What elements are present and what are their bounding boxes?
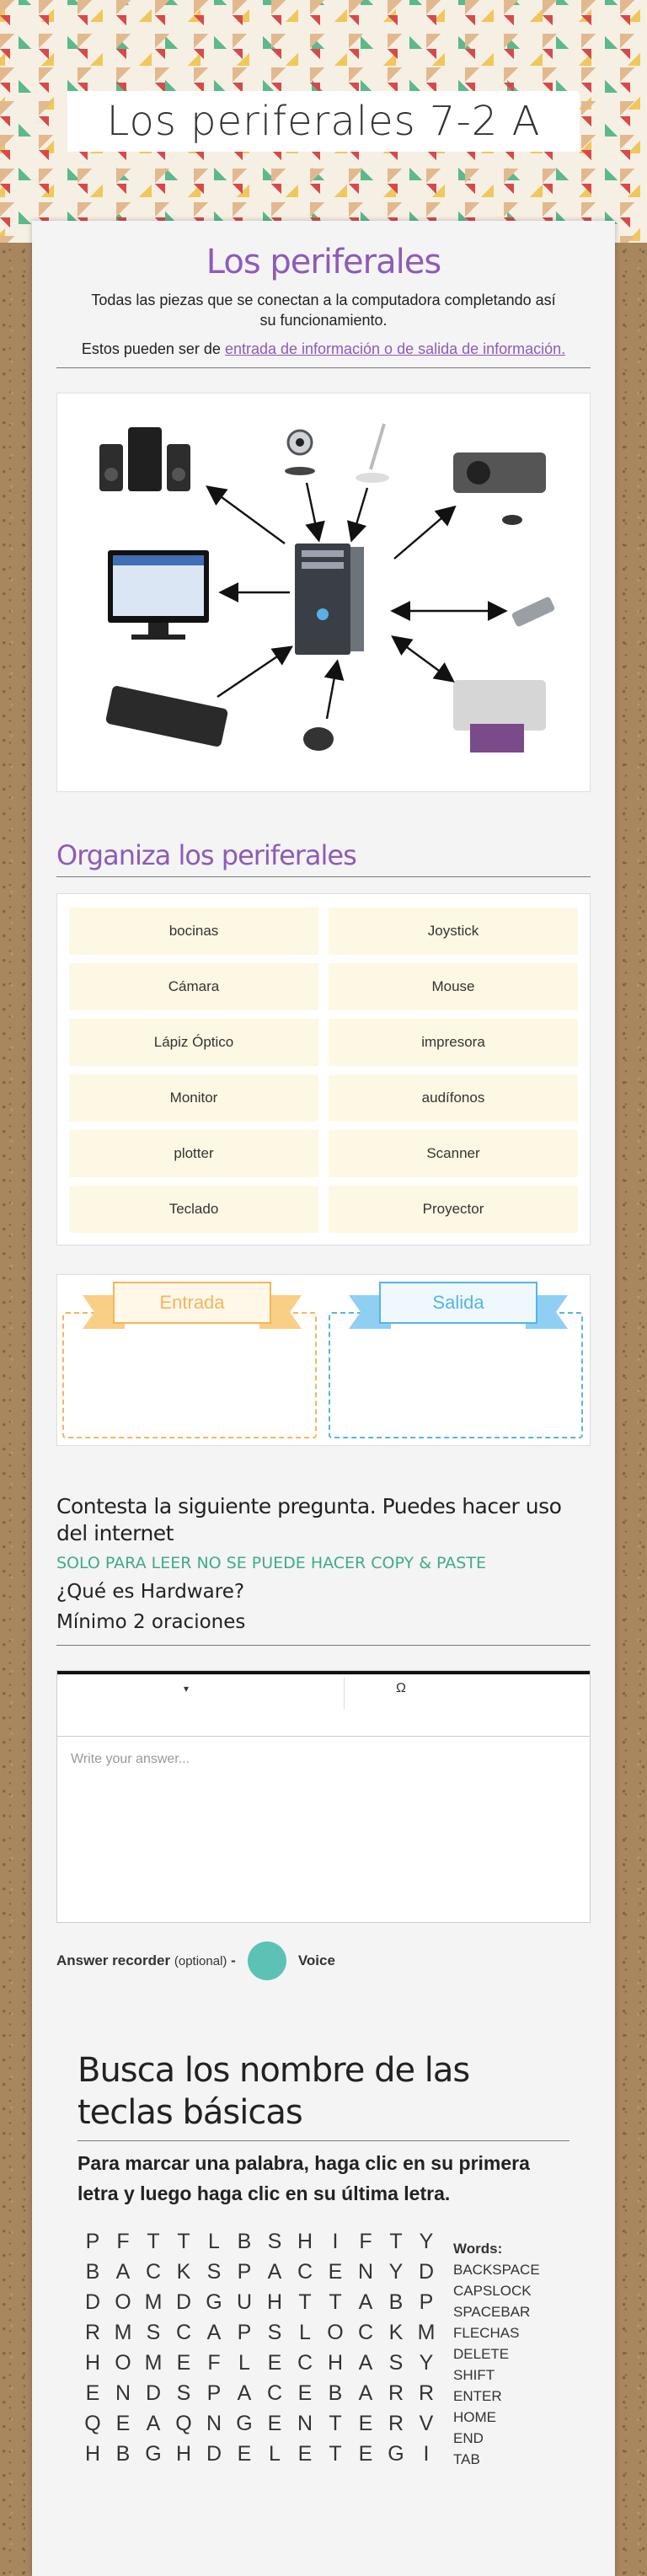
letter-cell[interactable]: K: [176, 2259, 191, 2284]
word-item: DELETE: [453, 2346, 510, 2362]
letter-cell[interactable]: T: [329, 2441, 342, 2466]
letter-cell[interactable]: Y: [388, 2259, 404, 2284]
peripherals-figure: [56, 393, 591, 792]
intro-divider: [56, 367, 591, 368]
answer-textarea[interactable]: Write your answer...: [71, 1752, 190, 1766]
word-item: HOME: [453, 2409, 496, 2425]
letter-cell[interactable]: S: [206, 2259, 222, 2284]
question-divider: [56, 1645, 591, 1646]
letter-cell[interactable]: Q: [84, 2411, 101, 2435]
chip-monitor[interactable]: Monitor: [69, 1074, 318, 1122]
worksheet-sheet: [32, 221, 615, 2576]
letter-cell[interactable]: C: [357, 2320, 374, 2344]
letter-cell[interactable]: L: [269, 2441, 281, 2466]
organize-divider: [56, 876, 591, 877]
word-item: BACKSPACE: [453, 2262, 540, 2278]
letter-cell[interactable]: K: [388, 2320, 404, 2344]
letter-cell[interactable]: L: [208, 2229, 220, 2253]
recorder-label-text: Answer recorder: [56, 1952, 171, 1968]
letter-cell[interactable]: F: [359, 2229, 372, 2253]
letter-cell[interactable]: T: [177, 2229, 190, 2253]
letter-cell[interactable]: E: [267, 2411, 282, 2435]
letter-cell[interactable]: M: [114, 2320, 132, 2344]
chips-panel: [56, 893, 591, 1245]
microphone-icon: [356, 424, 389, 483]
computer-tower-icon: [295, 544, 364, 655]
letter-cell[interactable]: E: [267, 2350, 282, 2375]
letter-cell[interactable]: A: [267, 2259, 282, 2284]
chip-joystick[interactable]: Joystick: [329, 908, 578, 955]
letter-cell[interactable]: D: [418, 2259, 435, 2284]
word-item: SPACEBAR: [453, 2304, 531, 2320]
letter-cell[interactable]: R: [388, 2381, 404, 2405]
letter-cell[interactable]: P: [419, 2289, 434, 2314]
question-warning: SOLO PARA LEER NO SE PUEDE HACER COPY & PASTE: [56, 1554, 486, 1572]
letter-cell[interactable]: B: [328, 2381, 343, 2405]
letter-cell[interactable]: I: [332, 2229, 339, 2253]
word-item: ENTER: [453, 2388, 502, 2404]
letter-cell[interactable]: D: [145, 2381, 162, 2405]
letter-cell[interactable]: O: [115, 2289, 131, 2314]
organize-title: Organiza los periferales: [56, 839, 356, 871]
letter-cell[interactable]: D: [206, 2441, 222, 2466]
letter-grid: [78, 2226, 441, 2470]
word-item: FLECHAS: [453, 2325, 520, 2341]
recorder-dash: -: [231, 1952, 236, 1968]
letter-cell[interactable]: L: [299, 2320, 311, 2344]
intro-text-1: Todas las piezas que se conectan a la computadora completando así su funcionamiento.: [91, 292, 556, 329]
entrada-label: Entrada: [113, 1282, 271, 1324]
letter-cell[interactable]: M: [144, 2289, 163, 2314]
letter-cell[interactable]: T: [147, 2229, 160, 2253]
toolbar-divider: [344, 1678, 345, 1710]
wordsearch-instructions: Para marcar una palabra, haga clic en su primera letra y luego haga clic en su última letra.: [78, 2152, 530, 2204]
intro-title: Los periferales: [206, 243, 441, 281]
speakers-icon: [99, 427, 190, 491]
letter-cell[interactable]: I: [423, 2441, 430, 2466]
letter-cell[interactable]: P: [206, 2381, 222, 2405]
voice-label: Voice: [297, 1952, 335, 1968]
letter-cell[interactable]: R: [388, 2411, 404, 2435]
letter-cell[interactable]: B: [85, 2259, 100, 2284]
letter-cell[interactable]: G: [145, 2441, 162, 2466]
letter-cell[interactable]: R: [418, 2381, 435, 2405]
letter-cell[interactable]: E: [328, 2259, 343, 2284]
letter-cell[interactable]: H: [297, 2229, 313, 2253]
answer-recorder-row: [56, 1941, 591, 1980]
letter-cell[interactable]: M: [144, 2350, 163, 2375]
letter-cell[interactable]: T: [298, 2289, 312, 2314]
wordsearch-divider: [78, 2140, 569, 2141]
wordsearch-title: Busca los nombre de las teclas básicas: [78, 2051, 470, 2132]
letter-cell[interactable]: C: [175, 2320, 192, 2344]
letter-cell[interactable]: N: [115, 2381, 131, 2405]
letter-cell[interactable]: S: [146, 2320, 161, 2344]
letter-cell[interactable]: P: [237, 2259, 252, 2284]
record-button[interactable]: [248, 1941, 286, 1980]
title-band: [67, 91, 580, 152]
intro-section: [56, 243, 591, 368]
letter-cell[interactable]: S: [267, 2320, 282, 2344]
letter-cell[interactable]: C: [266, 2381, 283, 2405]
letter-cell[interactable]: E: [176, 2350, 191, 2375]
letter-cell[interactable]: C: [297, 2350, 313, 2375]
wordsearch-section: [78, 2049, 569, 2209]
chip-proyector[interactable]: Proyector: [329, 1186, 578, 1233]
letter-cell[interactable]: A: [358, 2350, 373, 2375]
chip-lapiz-optico[interactable]: Lápiz Óptico: [69, 1019, 318, 1066]
letter-cell[interactable]: D: [84, 2289, 101, 2314]
letter-cell[interactable]: H: [175, 2441, 192, 2466]
salida-label: Salida: [379, 1282, 537, 1324]
letter-cell[interactable]: O: [327, 2320, 344, 2344]
letter-cell[interactable]: G: [388, 2441, 404, 2466]
answer-editor: [56, 1670, 591, 1923]
question-section: [56, 1493, 591, 1646]
peripherals-diagram: [57, 394, 591, 793]
letter-cell[interactable]: M: [417, 2320, 436, 2344]
chip-teclado[interactable]: Teclado: [69, 1186, 318, 1233]
letter-cell[interactable]: T: [389, 2229, 403, 2253]
letter-cell[interactable]: N: [206, 2411, 222, 2435]
chip-audifonos[interactable]: audífonos: [329, 1074, 578, 1122]
chip-scanner[interactable]: Scanner: [329, 1130, 578, 1177]
letter-cell[interactable]: R: [84, 2320, 101, 2344]
letter-cell[interactable]: N: [297, 2411, 313, 2435]
letter-cell[interactable]: S: [267, 2229, 282, 2253]
recorder-label: [56, 1952, 236, 1969]
wordsearch-board: [78, 2226, 569, 2470]
word-item: SHIFT: [453, 2367, 495, 2383]
letter-cell[interactable]: E: [115, 2411, 131, 2435]
letter-cell[interactable]: U: [236, 2289, 253, 2314]
letter-cell[interactable]: E: [358, 2441, 373, 2466]
letter-cell[interactable]: Y: [419, 2350, 434, 2375]
question-minimum: Mínimo 2 oraciones: [56, 1611, 246, 1633]
letter-cell[interactable]: D: [175, 2289, 192, 2314]
letter-cell[interactable]: B: [388, 2289, 404, 2314]
letter-cell[interactable]: H: [327, 2350, 344, 2375]
words-list: [453, 2226, 540, 2470]
letter-cell[interactable]: O: [115, 2350, 131, 2375]
chip-bocinas[interactable]: bocinas: [69, 908, 318, 955]
letter-cell[interactable]: E: [237, 2441, 252, 2466]
letter-cell[interactable]: L: [238, 2350, 250, 2375]
recorder-optional: (optional): [174, 1954, 227, 1968]
chip-mouse[interactable]: Mouse: [329, 963, 578, 1010]
letter-cell[interactable]: P: [85, 2229, 100, 2253]
word-item: END: [453, 2430, 484, 2446]
intro-text-2: [56, 339, 591, 359]
letter-cell[interactable]: F: [207, 2350, 221, 2375]
letter-cell[interactable]: T: [329, 2411, 342, 2435]
mouse-icon: [303, 727, 334, 751]
salida-ribbon: [349, 1282, 568, 1329]
format-dropdown-icon[interactable]: ▾: [184, 1683, 190, 1695]
word-items: [453, 2259, 540, 2470]
letter-cell[interactable]: Q: [175, 2411, 192, 2435]
projector-icon: [453, 453, 546, 525]
entrada-drop-zone[interactable]: [62, 1312, 317, 1438]
intro-link[interactable]: entrada de información o de salida de información.: [224, 340, 566, 357]
word-item: CAPSLOCK: [453, 2283, 532, 2299]
letter-cell[interactable]: E: [85, 2381, 100, 2405]
letter-cell[interactable]: A: [358, 2381, 373, 2405]
letter-cell[interactable]: A: [358, 2289, 373, 2314]
letter-cell[interactable]: B: [237, 2229, 252, 2253]
letter-cell[interactable]: A: [146, 2411, 161, 2435]
words-heading: Words:: [453, 2241, 503, 2257]
letter-cell[interactable]: S: [388, 2350, 404, 2375]
letter-cell[interactable]: C: [297, 2259, 313, 2284]
letter-cell[interactable]: E: [297, 2381, 313, 2405]
letter-cell[interactable]: B: [115, 2441, 131, 2466]
letter-cell[interactable]: C: [145, 2259, 162, 2284]
letter-cell[interactable]: G: [206, 2289, 222, 2314]
organize-section: [56, 839, 591, 877]
usb-drive-icon: [511, 596, 556, 627]
letter-cell[interactable]: V: [419, 2411, 434, 2435]
keyboard-icon: [105, 685, 229, 747]
page-title: Los periferales 7-2 A: [106, 98, 541, 145]
letter-cell[interactable]: F: [116, 2229, 130, 2253]
letter-cell[interactable]: A: [115, 2259, 131, 2284]
webcam-icon: [285, 431, 315, 475]
chip-impresora[interactable]: impresora: [329, 1019, 578, 1066]
question-prompt: ¿Qué es Hardware?: [56, 1581, 245, 1603]
intro-text-2-prefix: Estos pueden ser de: [81, 340, 225, 357]
letter-cell[interactable]: G: [236, 2411, 253, 2435]
chip-plotter[interactable]: plotter: [69, 1130, 318, 1177]
letter-cell[interactable]: E: [358, 2411, 373, 2435]
letter-cell[interactable]: H: [266, 2289, 283, 2314]
letter-cell[interactable]: T: [329, 2289, 342, 2314]
letter-cell[interactable]: A: [206, 2320, 222, 2344]
letter-cell[interactable]: N: [357, 2259, 374, 2284]
question-title: Contesta la siguiente pregunta. Puedes hacer uso del internet: [56, 1494, 562, 1545]
monitor-icon: [108, 550, 209, 640]
letter-cell[interactable]: S: [176, 2381, 191, 2405]
letter-cell[interactable]: P: [237, 2320, 252, 2344]
letter-cell[interactable]: Y: [419, 2229, 434, 2253]
word-item: TAB: [453, 2451, 480, 2467]
letter-cell[interactable]: A: [237, 2381, 252, 2405]
letter-cell[interactable]: H: [84, 2350, 101, 2375]
letter-cell[interactable]: H: [84, 2441, 101, 2466]
editor-toolbar: [57, 1671, 590, 1737]
entrada-ribbon: [83, 1282, 302, 1329]
letter-cell[interactable]: E: [297, 2441, 313, 2466]
special-character-icon[interactable]: Ω: [396, 1681, 406, 1695]
sort-panel: [56, 1274, 591, 1446]
salida-drop-zone[interactable]: [329, 1312, 583, 1438]
printer-icon: [453, 680, 546, 752]
chip-camara[interactable]: Cámara: [69, 963, 318, 1010]
